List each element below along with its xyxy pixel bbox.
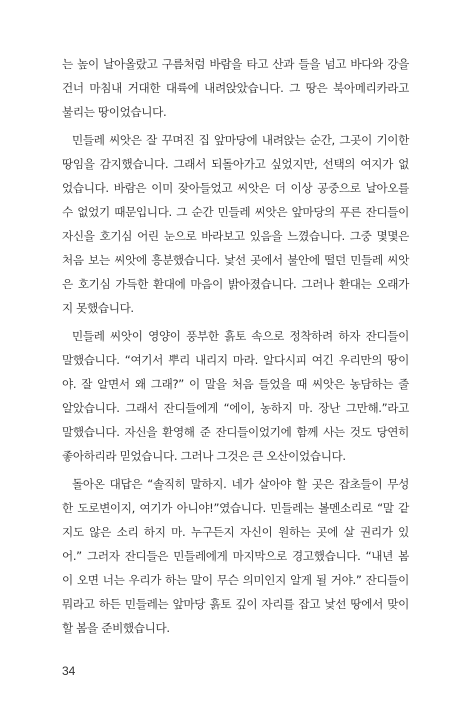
text-line: 불리는 땅이었습니다. bbox=[62, 105, 167, 119]
text-line: 은 호기심 가득한 환대에 마음이 밝아졌습니다. 그러나 환대는 오래가 bbox=[62, 277, 409, 291]
text-line: 말했습니다. 자신을 환영해 준 잔디들이었기에 함께 사는 것도 당연히 bbox=[62, 425, 409, 439]
paragraph-3 bbox=[62, 324, 409, 468]
text-line: 좋아하리라 믿었습니다. 그러나 그것은 큰 오산이었습니다. bbox=[62, 449, 346, 463]
text-line: 할 봄을 준비했습니다. bbox=[62, 621, 170, 635]
text-line: 야. 잘 알면서 왜 그래?” 이 말을 처음 들었을 때 씨앗은 농담하는 줄 bbox=[62, 377, 409, 391]
text-line: 지도 않은 소리 하지 마. 누구든지 자신이 원하는 곳에 살 권리가 있 bbox=[62, 525, 409, 539]
text-line: 건너 마침내 거대한 대륙에 내려앉았습니다. 그 땅은 북아메리카라고 bbox=[62, 81, 409, 95]
text-line: 처음 보는 씨앗에 흥분했습니다. 낯선 곳에서 불안에 떨던 민들레 씨앗 bbox=[62, 253, 409, 267]
text-line: 뭐라고 하든 민들레는 앞마당 흙토 깊이 자리를 잡고 낯선 땅에서 맞이 bbox=[62, 597, 409, 611]
text-line: 어.” 그러자 잔디들은 민들레에게 마지막으로 경고했습니다. “내년 봄 bbox=[62, 549, 409, 563]
text-line: 민들레 씨앗은 잘 꾸며진 집 앞마당에 내려앉는 순간, 그곳이 기이한 bbox=[72, 133, 409, 147]
text-line: 이 오면 너는 우리가 하는 말이 무슨 의미인지 알게 될 거야.” 잔디들이 bbox=[62, 573, 409, 587]
text-line: 수 없었기 때문입니다. 그 순간 민들레 씨앗은 앞마당의 푸른 잔디들이 bbox=[62, 205, 409, 219]
text-line: 었습니다. 바람은 이미 잦아들었고 씨앗은 더 이상 공중으로 날아오를 bbox=[62, 181, 409, 195]
text-line: 한 도로변이지, 여기가 아니야!”였습니다. 민들레는 볼멘소리로 “말 같 bbox=[62, 501, 409, 515]
paragraph-1 bbox=[62, 52, 409, 124]
text-line: 땅임을 감지했습니다. 그래서 되돌아가고 싶었지만, 선택의 여지가 없 bbox=[62, 157, 409, 171]
text-line: 알았습니다. 그래서 잔디들에게 “에이, 농하지 마. 장난 그만해.”라고 bbox=[62, 401, 409, 415]
text-line: 지 못했습니다. bbox=[62, 301, 134, 315]
page-body bbox=[62, 52, 409, 644]
text-line: 말했습니다. “여기서 뿌리 내리지 마라. 알다시피 여긴 우리만의 땅이 bbox=[62, 353, 409, 367]
paragraph-4 bbox=[62, 472, 409, 640]
text-line: 는 높이 날아올랐고 구름처럼 바람을 타고 산과 들을 넘고 바다와 강을 bbox=[62, 57, 409, 71]
page-number: 34 bbox=[62, 664, 76, 678]
paragraph-2 bbox=[62, 128, 409, 320]
text-line: 자신을 호기심 어린 눈으로 바라보고 있음을 느꼈습니다. 그중 몇몇은 bbox=[62, 229, 409, 243]
text-line: 돌아온 대답은 “솔직히 말하지. 네가 살아야 할 곳은 잡초들이 무성 bbox=[72, 477, 409, 491]
text-line: 민들레 씨앗이 영양이 풍부한 흙토 속으로 정착하려 하자 잔디들이 bbox=[72, 329, 409, 343]
